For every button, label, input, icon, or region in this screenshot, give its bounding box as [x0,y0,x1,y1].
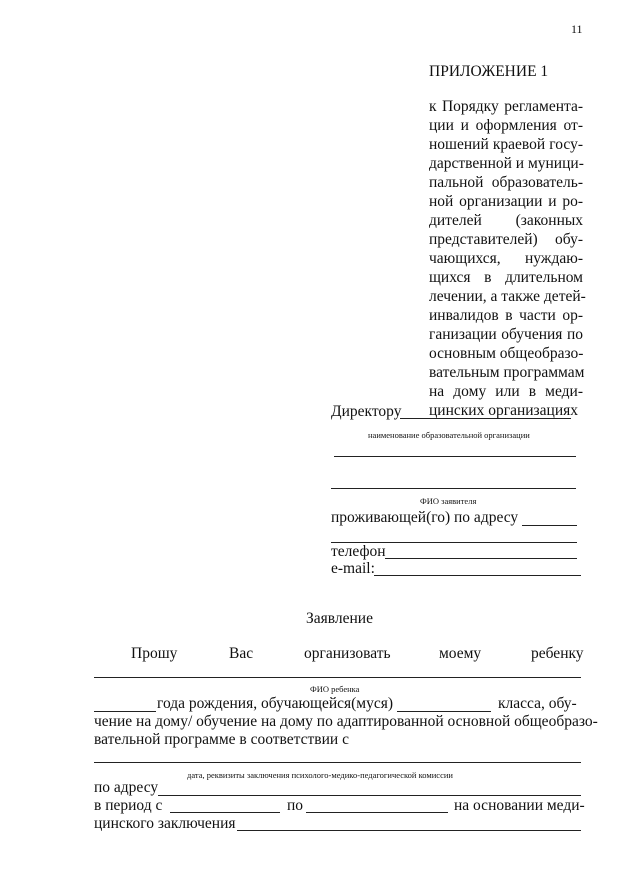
appendix-line: дителей (законных [429,212,584,229]
org-caption: наименование образовательной организации [368,430,530,440]
director-label: Директору [331,403,402,420]
page-number: 11 [571,22,583,36]
child-name-line[interactable] [94,677,581,678]
class-line[interactable] [397,711,491,712]
request-word-3: организовать [304,645,391,662]
medical-line[interactable] [237,830,581,831]
appendix-line: щихся в длительном [429,269,583,286]
birth-year-line[interactable] [94,711,156,712]
child-caption: ФИО ребенка [310,684,360,694]
period-to-line[interactable] [306,812,448,813]
request-word-1: Прошу [131,645,178,662]
appendix-line: ношений краевой госу- [429,136,583,153]
appendix-line: ной организации и ро- [429,193,583,210]
basis-text: на основании меди- [454,797,585,814]
applicant-name-line[interactable] [331,488,576,489]
org-line[interactable] [334,456,576,457]
appendix-line: на дому или в меди- [429,383,583,400]
study-form-text: чение на дому/ обучение на дому по адаптированной основной общеобразо- [94,713,598,730]
program-text: вательной программе в соответствии с [94,731,349,748]
appendix-line: ции и оформления от- [429,117,583,134]
pmpk-caption: дата, реквизиты заключения психолого-медико-педагогической комиссии [187,770,453,780]
appendix-line: ганизации обучения по [429,326,583,343]
request-word-5: ребенку [531,645,584,662]
appendix-line: пальной образователь- [429,174,583,191]
request-word-2: Вас [229,645,254,662]
medical-label: цинского заключения [94,815,236,832]
child-address-line[interactable] [158,795,581,796]
appendix-title: ПРИЛОЖЕНИЕ 1 [429,63,549,80]
pmpk-line[interactable] [94,762,581,763]
period-label: в период с [94,797,163,814]
birth-year-text: года рождения, обучающейся(муся) [157,695,394,712]
appendix-line: представителей) обу- [429,231,583,248]
phone-line[interactable] [385,558,577,559]
email-line[interactable] [374,575,581,576]
class-text: класса, обу- [498,695,577,712]
address-line-1[interactable] [522,525,577,526]
child-address-label: по адресу [94,779,159,796]
email-label: e-mail: [331,560,375,577]
request-word-4: моему [439,645,482,662]
appendix-line: дарственной и муници- [429,155,584,172]
address-label: проживающей(го) по адресу [331,509,519,526]
appendix-line: чающихся, нуждаю- [429,250,583,267]
appendix-line: лечении, а также детей- [429,288,586,305]
appendix-line: инвалидов в части ор- [429,307,583,324]
applicant-caption: ФИО заявителя [420,496,477,506]
appendix-line: вательным программам [429,364,585,381]
appendix-line: к Порядку регламента- [429,98,583,115]
appendix-line: цинских организациях [429,402,579,419]
period-to-label: по [287,797,304,814]
phone-label: телефон [331,543,386,560]
period-from-line[interactable] [170,812,280,813]
statement-title: Заявление [306,610,373,627]
director-line[interactable] [400,418,571,419]
appendix-line: основным общеобразо- [429,345,584,362]
